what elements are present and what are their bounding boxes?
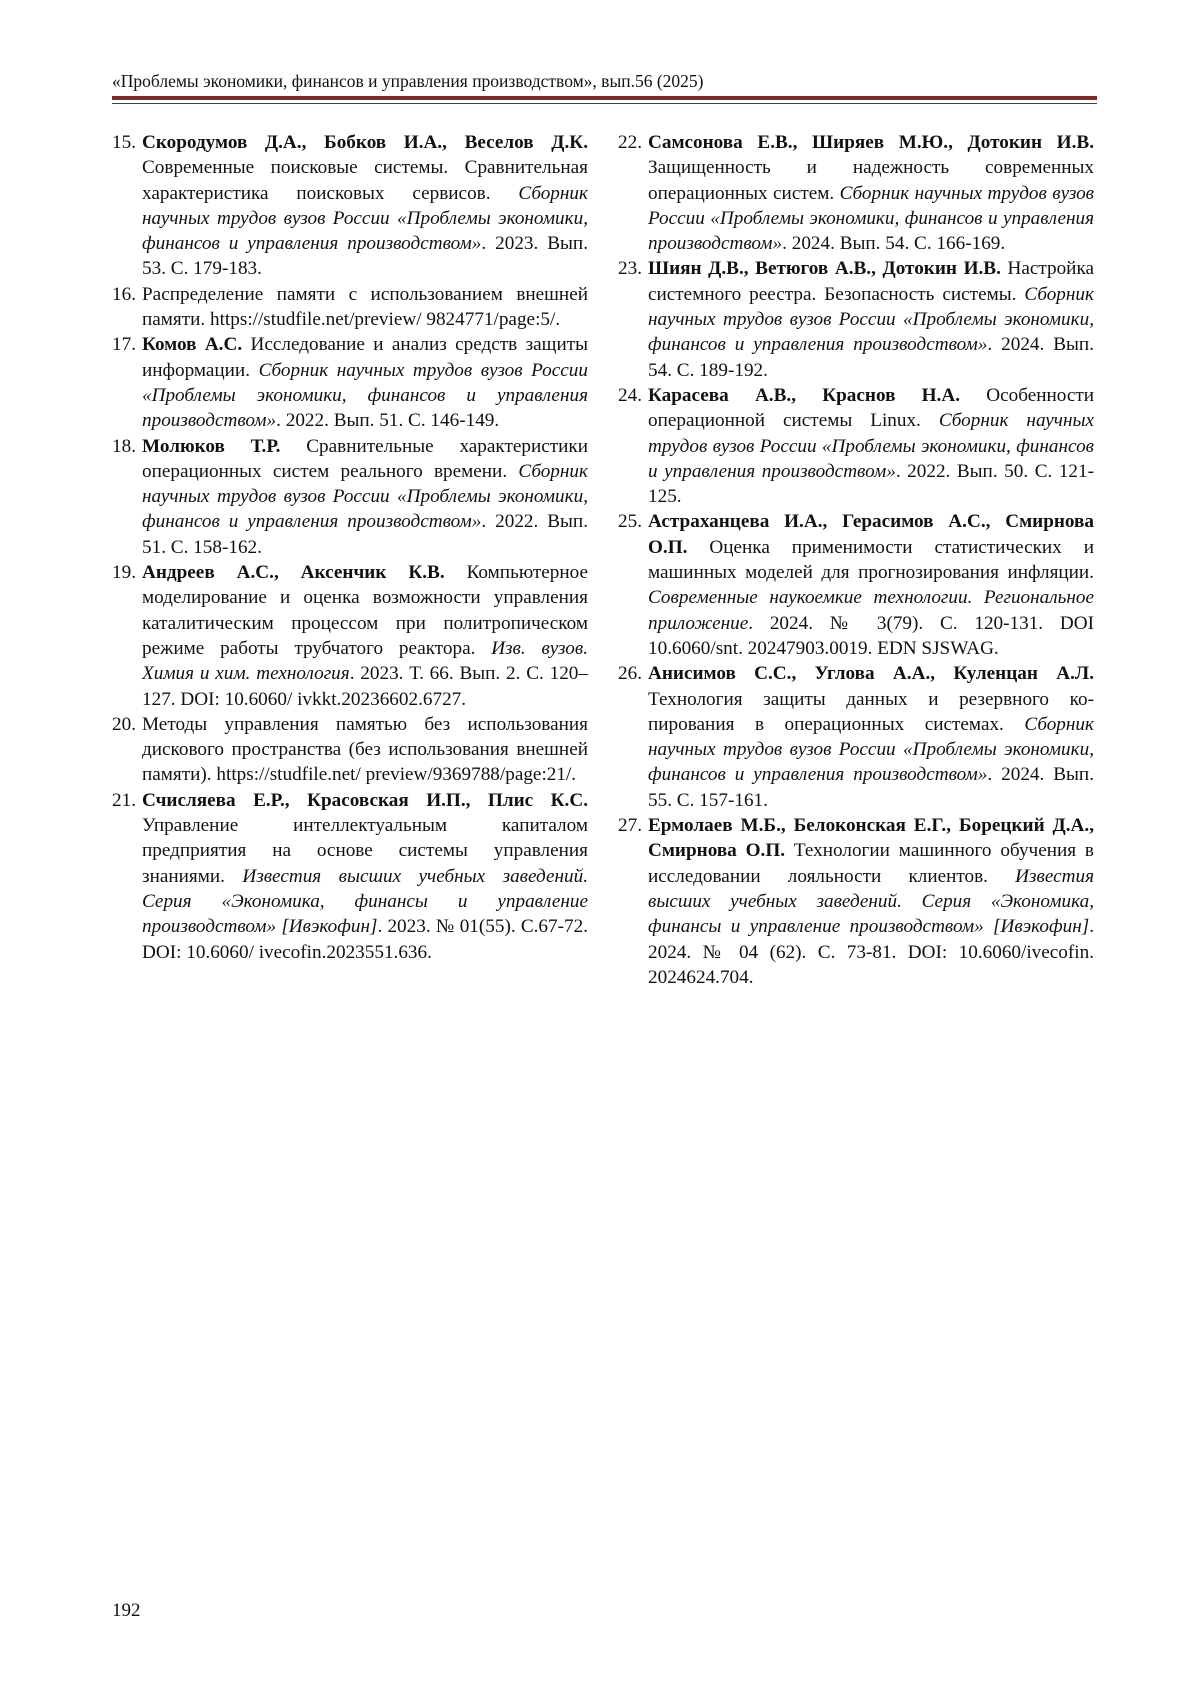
reference-authors: Шиян Д.В., Ветюгов А.В., Дотокин И.В.: [648, 258, 1001, 280]
reference-column-left: [112, 130, 588, 965]
reference-text: Технология защиты данных и резервного копирования в операционных системах.: [648, 688, 1094, 735]
reference-authors: Астраханцева И.А., Герасимов А.С., Смирнова О.П.: [648, 511, 1094, 558]
reference-text: Распределение памяти с использованием внешней памяти. https://studfile.net/preview/ 9824771/page:5/.: [142, 283, 588, 331]
reference-item-27: [618, 813, 1094, 990]
reference-authors: Самсонова Е.В., Ширяев М.Ю., Дотокин И.В.: [648, 132, 1094, 153]
reference-body: [142, 332, 588, 433]
reference-tail: . 2022. Вып. 51. С. 158-162.: [142, 511, 588, 558]
reference-text: Защищенность и надежность современных операционных систем.: [648, 157, 1094, 204]
reference-text: Исследование и анализ средств защиты информации.: [142, 334, 588, 381]
reference-tail: . 2023. Т. 66. Вып. 2. С. 120–127. DOI: 10.6060/ ivkkt.20236602.6727.: [142, 663, 588, 710]
reference-body: [648, 813, 1094, 990]
reference-body: [142, 434, 588, 560]
reference-body: [648, 661, 1094, 813]
reference-body: [648, 256, 1094, 382]
reference-authors: Комов А.С.: [142, 334, 243, 356]
reference-text: Настройка системного реестра. Безопасность системы.: [648, 258, 1094, 305]
header-rule-thin: [112, 103, 1097, 104]
reference-source: Сборник научных трудов вузов России «Проблемы экономики, финансов и управления производством»: [142, 460, 588, 533]
reference-text: Компьютерное моделирование и оценка возможности управления каталитическим процессом при политропическом режиме работы трубчатого реактора.: [142, 562, 589, 659]
reference-number: 20.: [112, 713, 136, 735]
reference-tail: . 2024. Вып. 54. С. 189-192.: [648, 334, 1094, 381]
reference-body: [142, 560, 588, 712]
reference-item-19: [112, 560, 588, 712]
reference-tail: . 2024. № 04 (62). С. 73-81. DOI: 10.6060/ivecofin. 2024624.704.: [648, 916, 1094, 988]
reference-text: Технологии машинного обучения в исследовании лояльности клиентов.: [648, 840, 1094, 887]
reference-source: Современные наукоемкие технологии. Региональное приложение: [648, 587, 1094, 634]
reference-item-24: [618, 383, 1094, 509]
reference-text: Сравнительные характеристики операционных систем реального времени.: [142, 435, 589, 482]
reference-tail: . 2023. № 01(55). С.67-72. DOI: 10.6060/ ivecofin.2023551.636.: [142, 916, 588, 963]
reference-number: 26.: [618, 663, 642, 685]
reference-source: Известия высших учебных заведений. Серия «Экономика, финансы и управление производством» [Ивэкофин]: [648, 865, 1094, 938]
reference-item-23: [618, 256, 1094, 382]
reference-text: Оценка применимости статистических и машинных моделей для прогнозирования инфляции.: [648, 536, 1094, 584]
reference-number: 25.: [618, 511, 642, 533]
reference-authors: Андреев А.С., Аксенчик К.В.: [142, 562, 445, 584]
reference-text: Методы управления памятью без использования дискового пространства (без использования внешней памяти). https://studfile.net/ preview/9369788/page:21/.: [142, 713, 588, 786]
reference-number: 27.: [618, 815, 642, 837]
reference-number: 23.: [618, 258, 642, 280]
reference-item-15: [112, 130, 588, 282]
reference-body: [648, 509, 1094, 661]
reference-number: 15.: [112, 132, 136, 153]
reference-body: [142, 712, 588, 788]
reference-number: 17.: [112, 334, 136, 356]
reference-authors: Анисимов С.С., Углова А.А., Куленцан А.Л.: [648, 663, 1094, 685]
reference-column-right: [618, 130, 1094, 990]
reference-body: [142, 130, 588, 282]
reference-item-17: [112, 332, 588, 433]
header-rule-thick: [112, 96, 1097, 100]
reference-number: 21.: [112, 789, 136, 811]
reference-body: [648, 383, 1094, 509]
reference-source: Известия высших учебных заведений. Серия «Экономика, финансы и управление производством» [Ивэкофин]: [142, 865, 589, 938]
reference-text: Современные поисковые системы. Сравнительная характеристика поисковых сервисов.: [142, 157, 588, 204]
reference-tail: . 2022. Вып. 51. С. 146-149.: [276, 410, 500, 432]
reference-item-16: [112, 282, 588, 333]
reference-tail: . 2024. Вып. 54. С. 166-169.: [782, 233, 1006, 255]
reference-number: 22.: [618, 132, 642, 153]
reference-authors: Молюков Т.Р.: [142, 435, 281, 457]
reference-text: Управление интеллектуальным капиталом предприятия на основе системы управления знаниями.: [142, 815, 588, 887]
reference-source: Сборник научных трудов вузов России «Проблемы экономики, финансов и управления производством»: [648, 182, 1094, 255]
reference-item-20: [112, 712, 588, 788]
reference-item-18: [112, 434, 588, 560]
running-header: «Проблемы экономики, финансов и управления производством», вып.56 (2025): [112, 71, 704, 91]
reference-authors: Счисляева Е.Р., Красовская И.П., Плис К.С.: [142, 789, 588, 811]
reference-source: Сборник научных трудов вузов России «Проблемы экономики, финансов и управления производством»: [648, 283, 1094, 356]
reference-number: 18.: [112, 435, 136, 457]
reference-text: Особенности операционной системы Linux.: [648, 384, 1094, 432]
reference-source: Изв. вузов. Химия и хим. технология: [142, 637, 589, 685]
reference-item-26: [618, 661, 1094, 813]
reference-source: Сборник научных трудов вузов России «Проблемы экономики, финансов и управления производством»: [142, 182, 588, 255]
reference-item-22: [618, 130, 1094, 256]
reference-number: 16.: [112, 283, 136, 305]
reference-source: Сборник научных трудов вузов России «Проблемы экономики, финансов и управления производством»: [648, 713, 1094, 786]
reference-number: 24.: [618, 384, 642, 406]
page-number: 192: [112, 1600, 141, 1621]
reference-source: Сборник научных трудов вузов России «Проблемы экономики, финансов и управления производством»: [648, 410, 1094, 482]
reference-item-21: [112, 788, 588, 965]
reference-authors: Карасева А.В., Краснов Н.А.: [648, 384, 961, 406]
reference-item-25: [618, 509, 1094, 661]
reference-authors: Ермолаев М.Б., Белоконская Е.Г., Борецкий Д.А., Смирнова О.П.: [648, 815, 1094, 862]
reference-tail: . 2022. Вып. 50. С. 121-125.: [648, 460, 1094, 508]
reference-body: [142, 788, 588, 965]
reference-number: 19.: [112, 562, 136, 584]
reference-body: [142, 282, 588, 333]
reference-tail: . 2024. Вып. 55. С. 157-161.: [648, 764, 1094, 811]
reference-body: [648, 130, 1094, 256]
reference-tail: . 2023. Вып. 53. С. 179-183.: [142, 233, 588, 280]
reference-source: Сборник научных трудов вузов России «Проблемы экономики, финансов и управления производством»: [142, 359, 588, 432]
reference-tail: . 2024. № 3(79). С. 120-131. DOI 10.6060/snt. 20247903.0019. EDN SJSWAG.: [648, 612, 1094, 659]
reference-authors: Скородумов Д.А., Бобков И.А., Веселов Д.К.: [142, 132, 588, 153]
